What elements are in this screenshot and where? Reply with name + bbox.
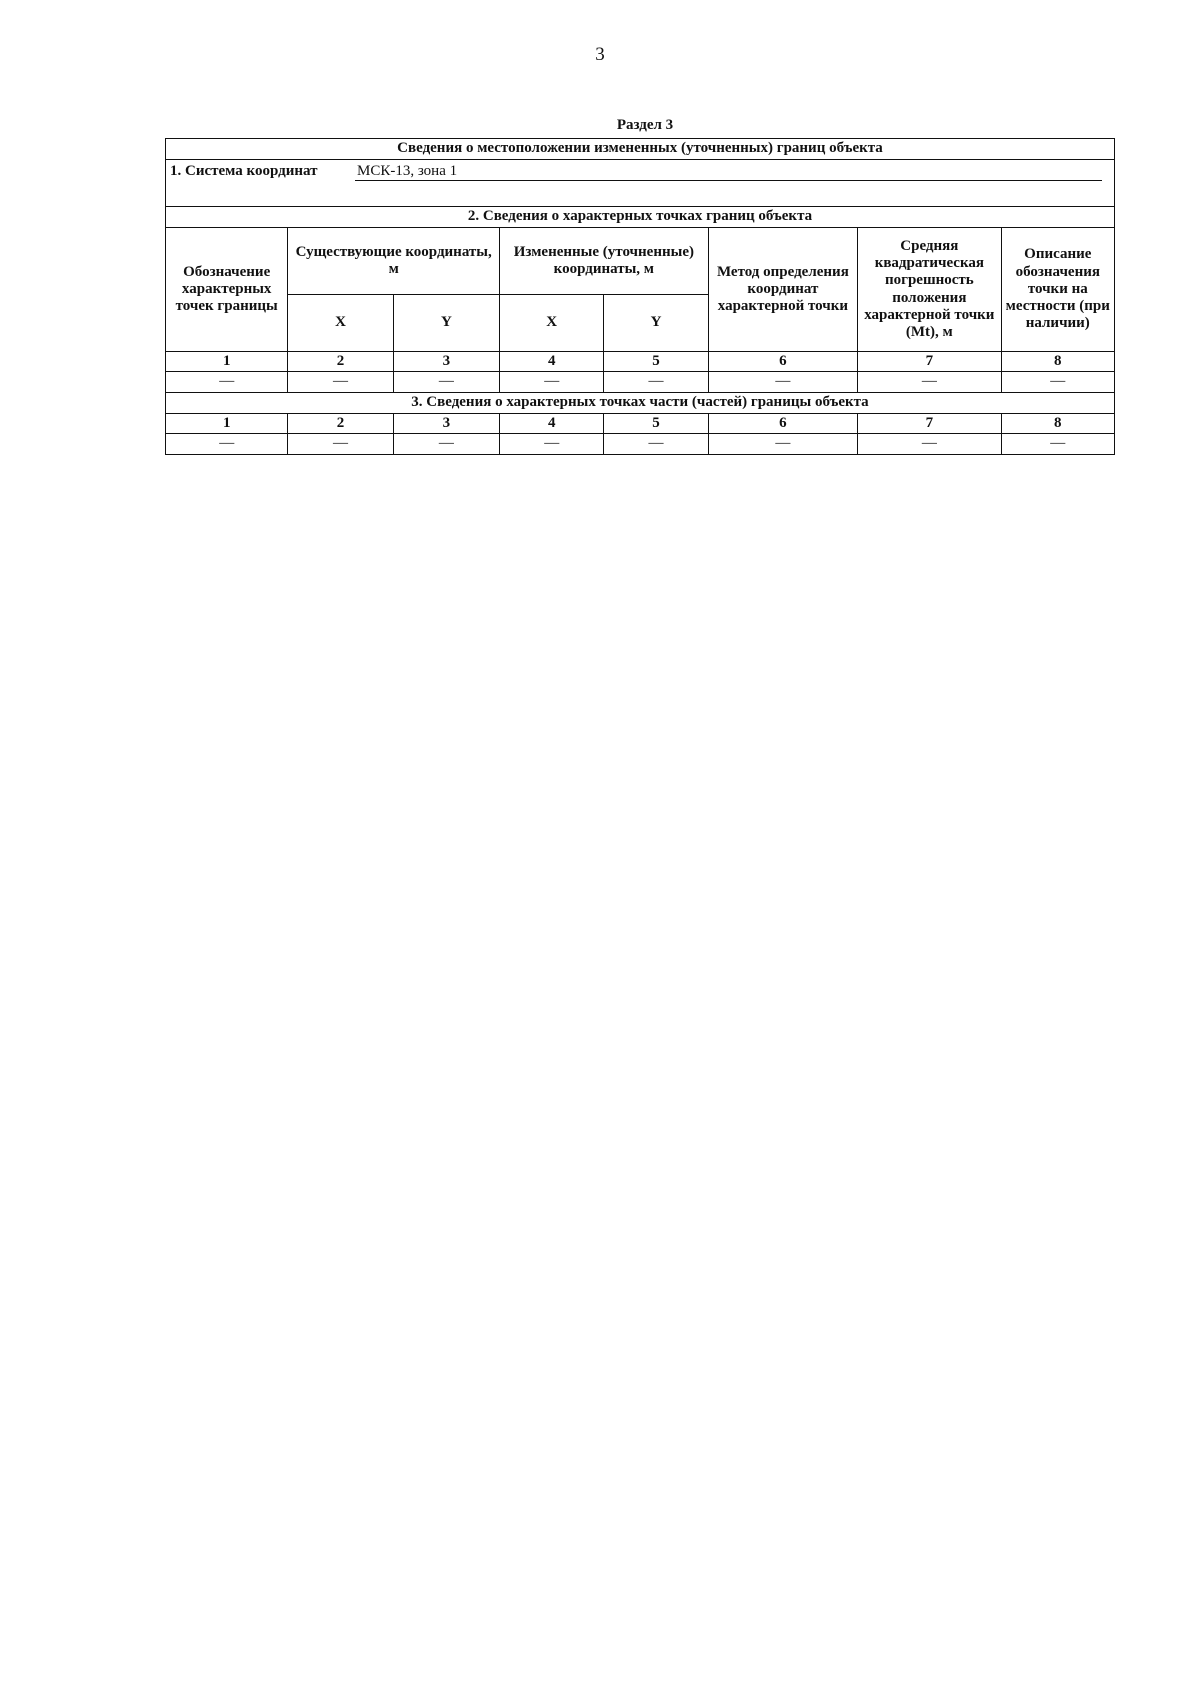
column-number: 2 — [288, 414, 393, 434]
column-number: 4 — [500, 414, 604, 434]
empty-cell: — — [500, 434, 604, 455]
column-number: 8 — [1001, 352, 1114, 372]
column-number: 1 — [166, 414, 288, 434]
parts-empty-row — [166, 434, 1115, 455]
header-existing-x: X — [288, 295, 393, 352]
column-number: 5 — [604, 414, 708, 434]
points-title: 2. Сведения о характерных точках границ объекта — [166, 207, 1115, 228]
empty-cell: — — [858, 372, 1001, 393]
table-title: Сведения о местоположении измененных (уточненных) границ объекта — [166, 139, 1115, 160]
parts-title: 3. Сведения о характерных точках части (частей) границы объекта — [166, 393, 1115, 414]
header-existing-coords: Существующие координаты, м — [288, 228, 500, 295]
empty-cell: — — [604, 434, 708, 455]
column-number: 5 — [604, 352, 708, 372]
coord-system-value: МСК-13, зона 1 — [355, 163, 1102, 181]
coord-system-cell — [166, 160, 1115, 207]
header-description: Описание обозначения точки на местности (при наличии) — [1001, 228, 1114, 352]
empty-cell: — — [858, 434, 1001, 455]
header-changed-coords: Измененные (уточненные) координаты, м — [500, 228, 709, 295]
column-number: 1 — [166, 352, 288, 372]
column-number: 4 — [500, 352, 604, 372]
empty-cell: — — [166, 372, 288, 393]
empty-cell: — — [1001, 372, 1114, 393]
empty-cell: — — [708, 434, 857, 455]
parts-column-numbers-row — [166, 414, 1115, 434]
column-number: 7 — [858, 352, 1001, 372]
boundary-table — [165, 138, 1115, 455]
empty-cell: — — [288, 372, 393, 393]
points-empty-row — [166, 372, 1115, 393]
column-numbers-row — [166, 352, 1115, 372]
column-number: 6 — [708, 352, 857, 372]
empty-cell: — — [288, 434, 393, 455]
header-method: Метод определения координат характерной точки — [708, 228, 857, 352]
section-title: Раздел 3 — [616, 117, 674, 133]
empty-cell: — — [166, 434, 288, 455]
empty-cell: — — [500, 372, 604, 393]
empty-cell: — — [393, 372, 499, 393]
empty-cell: — — [708, 372, 857, 393]
empty-cell: — — [604, 372, 708, 393]
header-point-designation: Обозначение характерных точек границы — [166, 228, 288, 352]
column-number: 3 — [393, 352, 499, 372]
column-number: 8 — [1001, 414, 1114, 434]
column-number: 3 — [393, 414, 499, 434]
header-mean-error: Средняя квадратическая погрешность положения характерной точки (Mt), м — [858, 228, 1001, 352]
empty-cell: — — [1001, 434, 1114, 455]
coord-system-label: 1. Система координат — [170, 163, 318, 179]
header-existing-y: Y — [393, 295, 499, 352]
column-number: 2 — [288, 352, 393, 372]
header-changed-y: Y — [604, 295, 708, 352]
empty-cell: — — [393, 434, 499, 455]
page-number: 3 — [595, 44, 605, 65]
column-number: 6 — [708, 414, 857, 434]
column-number: 7 — [858, 414, 1001, 434]
header-changed-x: X — [500, 295, 604, 352]
